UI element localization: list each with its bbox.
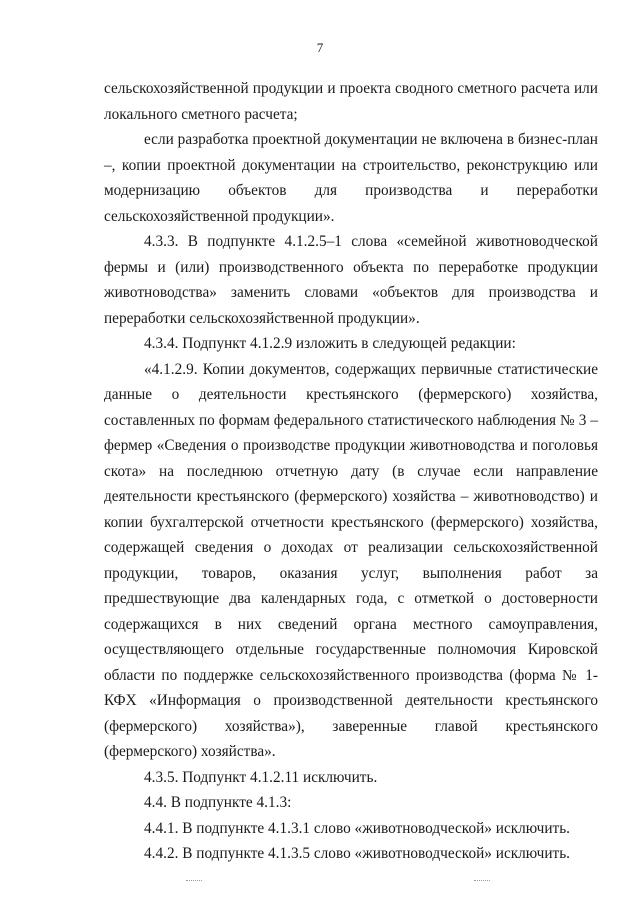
paragraph-4-4: 4.4. В подпункте 4.1.3:	[144, 794, 292, 811]
paragraph-4-3-4: 4.3.4. Подпункт 4.1.2.9 изложить в следующей редакции:	[144, 335, 516, 352]
paragraph-4-3-5: 4.3.5. Подпункт 4.1.2.11 исключить.	[144, 768, 378, 786]
scan-artifact-left	[186, 880, 202, 881]
paragraph-4-1-2-9: «4.1.2.9. Копии документов, содержащих первичные статистические данные о деятельности крестьянского (фермерского) хозяйства, составленных по формам федерального статистического наблюдения № 3 – фермер «Сведения о производстве продукции животноводства и поголовья скота» на последнюю отчетную дату (в случае если направление деятельности крестьянского (фермерского) хозяйства – животноводство) и копии бухгалтерской отчетности крестьянского (фермерского) хозяйства, содержащей сведения о доходах от реализации сельскохозяйственной продукции, товаров, оказания услуг, выполнения работ за предшествующие два календарных года, с отметкой о достоверности содержащихся в них сведений органа местного самоуправления, осуществляющего отдельные государственные полномочия Кировской области по поддержке сельскохозяйственного производства (форма № 1-КФХ «Информация о производственной деятельности крестьянского (фермерского) хозяйства»), заверенные главой крестьянского (фермерского) хозяйства».	[104, 360, 598, 760]
document-body	[104, 76, 598, 867]
paragraph-4-4-2: 4.4.2. В подпункте 4.1.3.5 слово «животноводческой» исключить.	[144, 845, 571, 862]
paragraph-2: если разработка проектной документации не включена в бизнес-план –, копии проектной документации на строительство, реконструкцию или модернизацию объектов для производства и переработки сельскохозяйственной продукции».	[104, 131, 598, 225]
paragraph-4-3-3: 4.3.3. В подпункте 4.1.2.5–1 слова «семейной животноводческой фермы и (или) производственного объекта по переработке продукции животноводства» заменить словами «объектов для производства и переработки сельскохозяйственной продукции».	[104, 233, 598, 327]
scan-artifact-right	[474, 880, 490, 881]
page-number: 7	[316, 40, 324, 55]
paragraph-1: сельскохозяйственной продукции и проекта сводного сметного расчета или локального сметного расчета;	[104, 80, 598, 123]
paragraph-4-4-1: 4.4.1. В подпункте 4.1.3.1 слово «животноводческой» исключить.	[144, 819, 571, 837]
